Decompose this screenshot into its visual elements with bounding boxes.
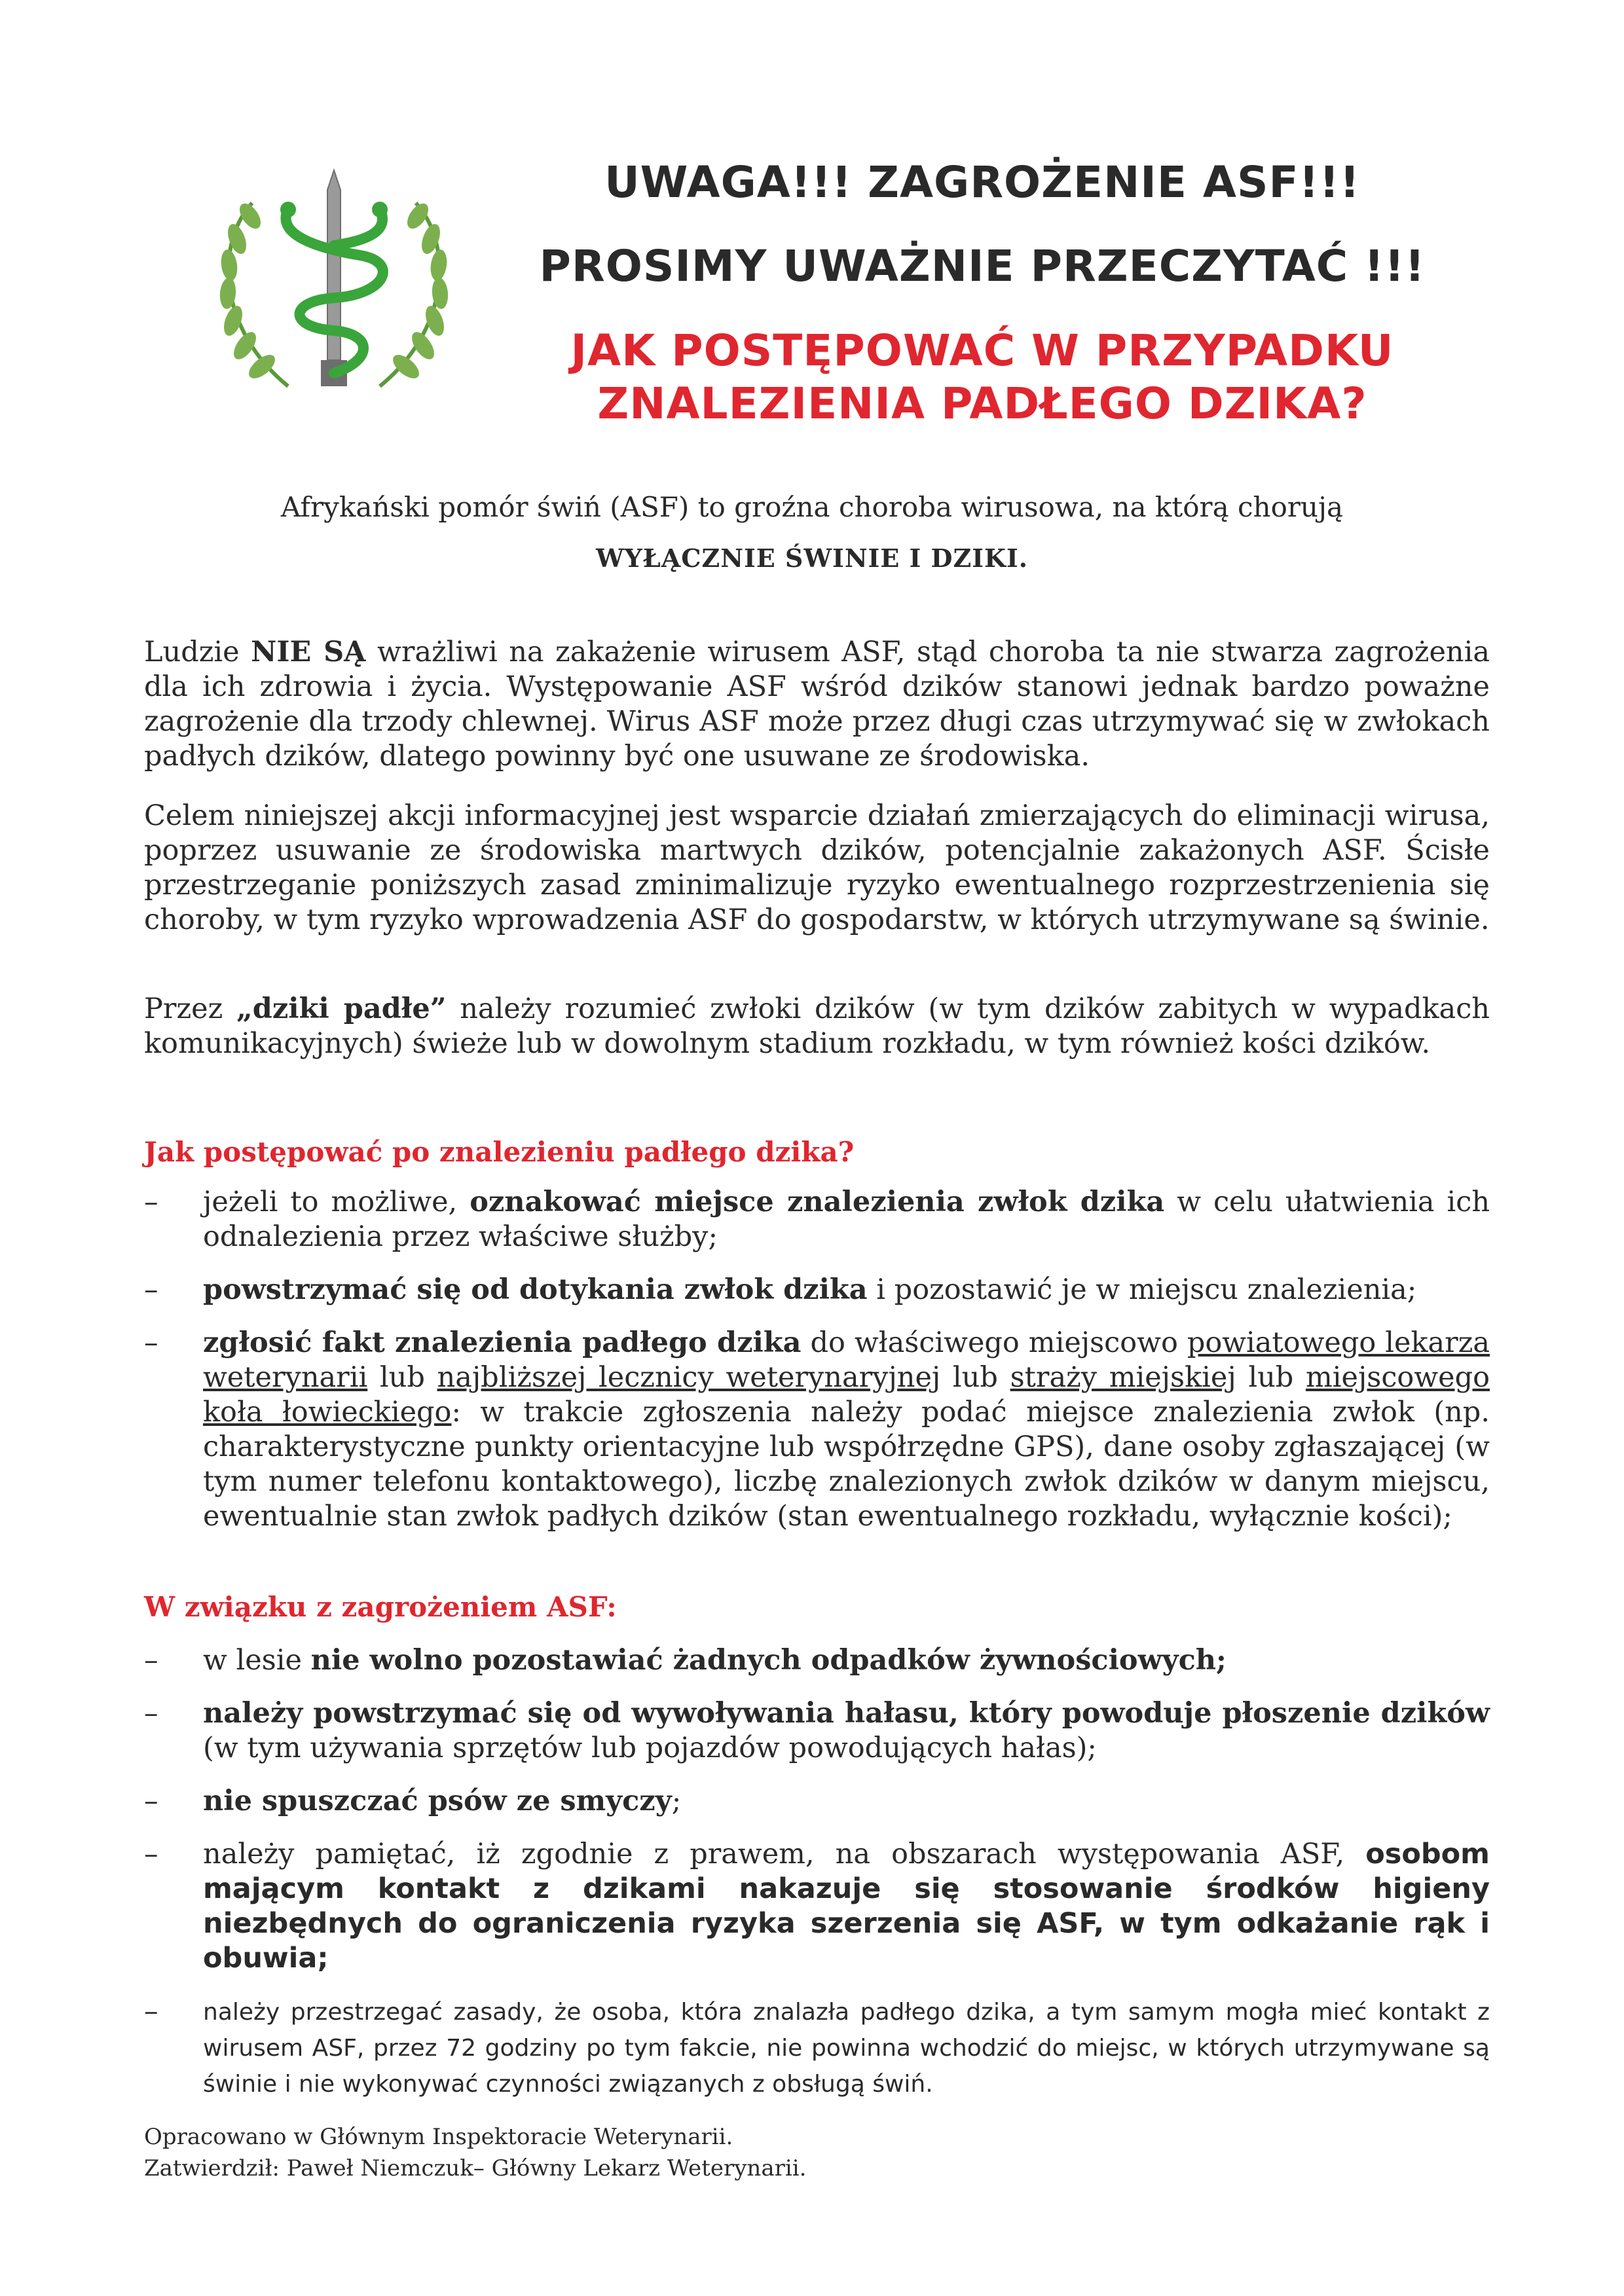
p3-text-b: należy rozumieć zwłoki dzików (w tym dzików zabitych w wypadkach komunikacyjnych) świeże lub w dowolnym stadium rozkładu, w tym również kości dzików. bbox=[144, 993, 1490, 1060]
p3-bold: „dziki padłe” bbox=[236, 993, 447, 1025]
item-bold: oznakować miejsce znalezienia zwłok dzika bbox=[470, 1186, 1165, 1218]
list-item bbox=[144, 1185, 1490, 1254]
list-item bbox=[144, 1326, 1490, 1534]
item-text: lub bbox=[940, 1361, 1010, 1394]
dash-bullet: – bbox=[144, 1785, 158, 1817]
section2-heading: W związku z zagrożeniem ASF: bbox=[144, 1591, 617, 1623]
item-text: lub bbox=[367, 1361, 437, 1394]
item-text: w celu ułatwienia ich odnalezienia przez właściwe służby; bbox=[203, 1186, 1490, 1253]
paragraph-1 bbox=[144, 635, 1490, 774]
section1-heading: Jak postępować po znalezieniu padłego dzika? bbox=[144, 1136, 855, 1168]
item-text: w lesie bbox=[203, 1644, 311, 1677]
header bbox=[498, 151, 1467, 430]
underlined-contact: najbliższej lecznicy weterynaryjnej bbox=[437, 1361, 941, 1394]
dash-bullet: – bbox=[144, 1838, 158, 1870]
item-text: i pozostawić je w miejscu znalezienia; bbox=[867, 1273, 1417, 1306]
dash-bullet: – bbox=[144, 1273, 158, 1306]
header-red-line1: JAK POSTĘPOWAĆ W PRZYPADKU bbox=[570, 325, 1394, 376]
item-bold: zgłosić fakt znalezienia padłego dzika bbox=[203, 1326, 802, 1359]
item-text: ; bbox=[671, 1785, 682, 1817]
section1-list bbox=[144, 1185, 1490, 1552]
item-bold: nie wolno pozostawiać żadnych odpadków żywnościowych; bbox=[310, 1644, 1227, 1677]
footer-line2: Zatwierdził: Paweł Niemczuk– Główny Lekarz Weterynarii. bbox=[144, 2155, 807, 2181]
dash-bullet: – bbox=[144, 1697, 158, 1730]
item-bold: nie spuszczać psów ze smyczy bbox=[203, 1785, 672, 1817]
p3-text-a: Przez bbox=[144, 993, 237, 1025]
item-text: lub bbox=[1236, 1361, 1306, 1394]
dash-bullet: – bbox=[144, 1995, 158, 2028]
list-item bbox=[144, 1643, 1490, 1678]
dash-bullet: – bbox=[144, 1186, 158, 1218]
dash-bullet: – bbox=[144, 1644, 158, 1677]
underlined-contact: powiatowego lekarza weterynarii bbox=[203, 1326, 1490, 1394]
item-bold: powstrzymać się od dotykania zwłok dzika bbox=[203, 1273, 868, 1306]
intro-line2: WYŁĄCZNIE ŚWINIE I DZIKI. bbox=[595, 543, 1029, 573]
header-red-line2: ZNALEZIENIA PADŁEGO DZIKA? bbox=[597, 378, 1367, 429]
header-red-title bbox=[498, 325, 1467, 430]
list-item bbox=[144, 1994, 1490, 2102]
item-text: należy przestrzegać zasady, że osoba, która znalazła padłego dzika, a tym samym mogła mieć kontakt z wirusem ASF, przez 72 godziny po tym fakcie, nie powinna wchodzić do miejsc, w których utrzymywane są świnie i nie wykonywać czynności związanych z obsługą świń. bbox=[203, 1999, 1490, 2098]
underlined-contact: straży miejskiej bbox=[1010, 1361, 1236, 1394]
item-text: jeżeli to możliwe, bbox=[203, 1186, 470, 1218]
list-item bbox=[144, 1784, 1490, 1819]
p1-text-a: Ludzie bbox=[144, 636, 251, 668]
footer-line1: Opracowano w Głównym Inspektoracie Weterynarii. bbox=[144, 2124, 733, 2150]
list-item bbox=[144, 1273, 1490, 1307]
item-text: (w tym używania sprzętów lub pojazdów powodujących hałas); bbox=[203, 1732, 1097, 1764]
footer bbox=[144, 2121, 806, 2184]
header-line2: PROSIMY UWAŻNIE PRZECZYTAĆ !!! bbox=[539, 241, 1426, 291]
item-text: : w trakcie zgłoszenia należy podać miejsce znalezienia zwłok (np. charakterystyczne punkty orientacyjne lub współrzędne GPS), dane osoby zgłaszającej (w tym numer telefonu kontaktowego), liczbę znalezionych zwłok dzików w danym miejscu, ewentualnie stan zwłok padłych dzików (stan ewentualnego rozkładu, wyłącznie kości); bbox=[203, 1396, 1490, 1533]
underlined-contact: miejscowego koła łowieckiego bbox=[203, 1361, 1490, 1429]
header-line1: UWAGA!!! ZAGROŻENIE ASF!!! bbox=[604, 157, 1360, 208]
p1-bold: NIE SĄ bbox=[251, 636, 366, 668]
caduceus-laurel-logo bbox=[190, 164, 478, 412]
item-bold: należy powstrzymać się od wywoływania hałasu, który powoduje płoszenie dzików bbox=[203, 1697, 1490, 1730]
list-item bbox=[144, 1837, 1490, 1976]
item-text: należy pamiętać, iż zgodnie z prawem, na obszarach występowania ASF, bbox=[203, 1838, 1366, 1870]
paragraph-2: Celem niniejszej akcji informacyjnej jest wsparcie działań zmierzających do eliminacji wirusa, poprzez usuwanie ze środowiska martwych dzików, potencjalnie zakażonych ASF. Ścisłe przestrzeganie poniższych zasad zminimalizuje ryzyko ewentualnego rozprzestrzenienia się choroby, w tym ryzyko wprowadzenia ASF do gospodarstw, w których utrzymywane są świnie. bbox=[144, 799, 1490, 936]
section2-list bbox=[144, 1643, 1490, 2121]
dash-bullet: – bbox=[144, 1326, 158, 1359]
paragraph-3 bbox=[144, 992, 1490, 1061]
intro-line1: Afrykański pomór świń (ASF) to groźna choroba wirusowa, na którą chorują bbox=[280, 491, 1344, 523]
item-bold: osobom mającym kontakt z dzikami nakazuje się stosowanie środków higieny niezbędnych do ograniczenia ryzyka szerzenia się ASF, w tym odkażanie rąk i obuwia; bbox=[203, 1838, 1490, 1975]
p1-text-b: wrażliwi na zakażenie wirusem ASF, stąd choroba ta nie stwarza zagrożenia dla ich zdrowia i życia. Występowanie ASF wśród dzików stanowi jednak bardzo poważne zagrożenie dla trzody chlewnej. Wirus ASF może przez długi czas utrzymywać się w zwłokach padłych dzików, dlatego powinny być one usuwane ze środowiska. bbox=[144, 636, 1490, 773]
list-item bbox=[144, 1696, 1490, 1766]
item-text: do właściwego miejscowo bbox=[801, 1326, 1187, 1359]
